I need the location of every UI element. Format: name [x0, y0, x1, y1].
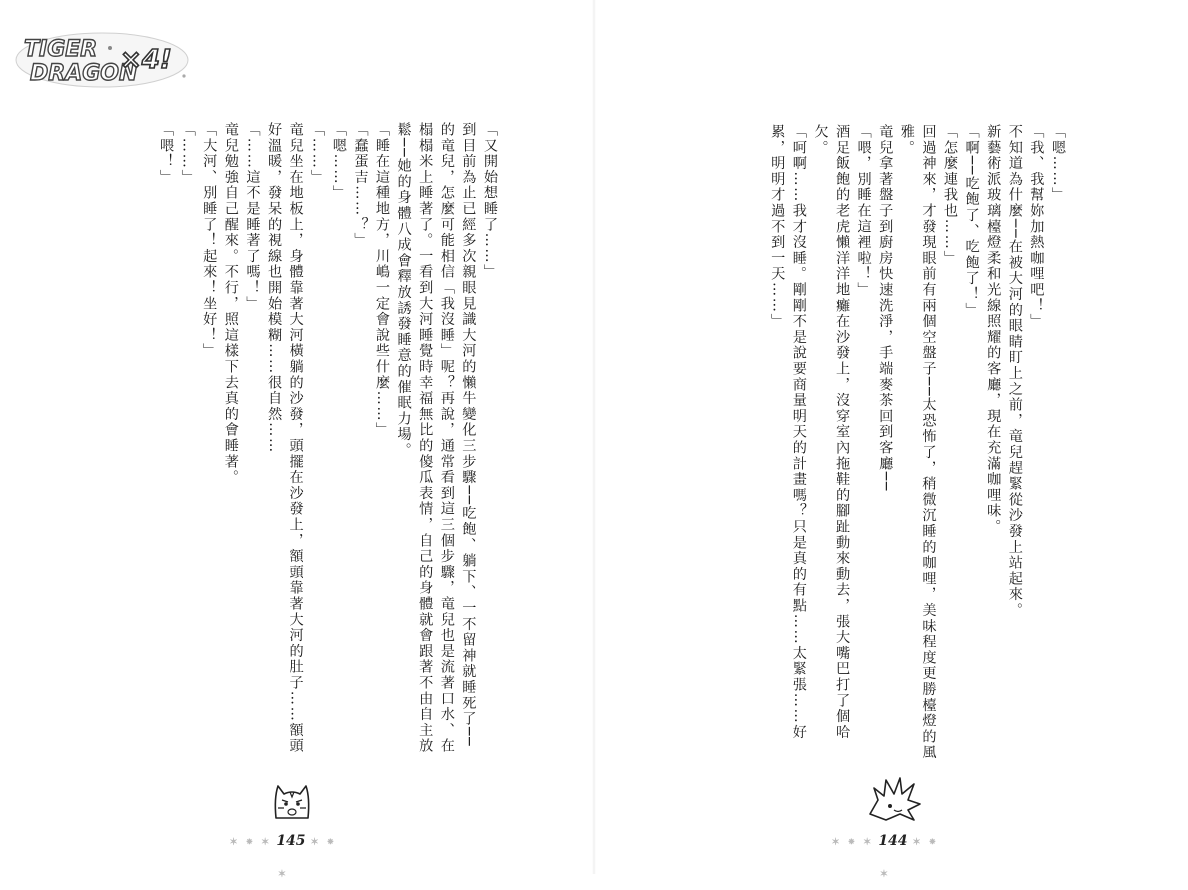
- page-145-body: 「又開始想睡了……」 到目前為止已經多次親眼見識大河的懶牛變化三步驟──吃飽、躺下、一不留神就睡死了──的竜兒，怎麼可能相信「我沒睡」呢？再說，通常看到這三個步驟，竜兒也是流著口水、在榻榻米上睡著了。一看到大河睡覺時幸福無比的傻瓜表情，自己的身體就會跟著不由自主放鬆──她的身體八成會釋放誘發睡意的催眠力場。 「睡在這種地方，川嶋一定會說些什麼……」 「蠢蛋吉……？」 「嗯……」 「……」 竜兒坐在地板上，身體靠著大河橫躺的沙發，頭擺在沙發上，額頭靠著大河的肚子……額頭好溫暖，發呆的視線也開始模糊……很自然…… 「……這不是睡著了嗎！」 竜兒勉強自己醒來。不行，照這樣下去真的會睡著。 「大河、別睡了！起來！坐好！」 「……」 「喂！」: [158, 122, 498, 754]
- page-number-label: 144: [878, 833, 908, 849]
- svg-text:×4!: ×4!: [120, 45, 172, 75]
- page-number-144: ✶ ⁕ ✶ 144 ✶ ⁕ ✶: [831, 833, 939, 880]
- page-number-145: ✶ ⁕ ✶ 145 ✶ ⁕ ✶: [229, 833, 337, 880]
- page-145: [0, 0, 592, 880]
- page-144-body: 「嗯……」 「我、我幫妳加熱咖哩吧！」 不知道為什麼──在被大河的眼睛盯上之前，竜兒趕緊從沙發上站起來。 新藝術派玻璃檯燈柔和光線照耀的客廳，現在充滿咖哩味。 「啊──吃飽了、吃飽了！」 「怎麼連我也……」 回過神來，才發現眼前有兩個空盤子──太恐怖了，稍微沉睡的咖哩，美味程度更勝檯燈的風雅。 竜兒拿著盤子到廚房快速洗淨，手端麥茶回到客廳── 「喂，別睡在這裡啦！」 酒足飯飽的老虎懶洋洋地癱在沙發上，沒穿室內拖鞋的腳趾動來動去，張大嘴巴打了個哈欠。 「呵啊……我才沒睡。剛剛不是說要商量明天的計畫嗎？只是真的有點……太緊張……好累，明明才過不到一天……」: [769, 124, 1066, 761]
- page-number-label: 145: [276, 833, 306, 849]
- svg-text:DRAGON: DRAGON: [30, 61, 138, 86]
- dragon-mascot-icon: [864, 770, 924, 824]
- page-144: [596, 0, 1188, 880]
- svg-text:TIGER: TIGER: [24, 37, 98, 62]
- tiger-mascot-icon: [270, 778, 314, 824]
